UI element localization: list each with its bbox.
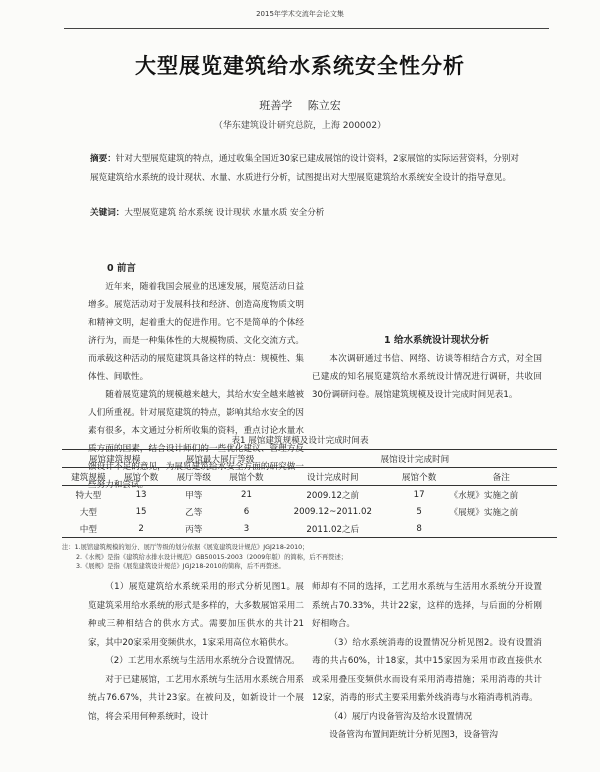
table-row	[62, 503, 557, 520]
table-column-header: 建筑规模	[71, 472, 106, 483]
paragraph: 设备管沟布置间距统计分析见图3，设备管沟	[329, 730, 498, 740]
paragraph: （1）展览建筑给水系统采用的形式分析见图1。展览建筑采用给水系统的形式是多样的，大多数展馆采用二种或三种相结合的供水方式。需要加压供水的共计21家，其中20家采用变频供水，1家采用高位水箱供水。	[88, 582, 304, 648]
table-cell: 8	[416, 523, 422, 534]
table-cell: 17	[413, 489, 425, 500]
abstract	[90, 150, 520, 188]
table-1	[62, 449, 557, 538]
column-right-lower	[312, 578, 542, 745]
table-group-header: 展馆设计完成时间	[273, 450, 557, 468]
table-cell: 乙等	[185, 507, 203, 518]
table-cell: 2009.12~2011.02	[293, 506, 372, 517]
section-1-heading: 1 给水系统设计现状分析	[384, 335, 489, 346]
table-cell: 《展规》实施之前	[449, 507, 519, 518]
table-column-header: 展馆个数	[229, 472, 264, 483]
authors	[0, 97, 600, 113]
table-group-header: 展馆最大展厅等级	[167, 450, 272, 468]
table-cell: 特大型	[75, 490, 102, 501]
table-cell: 2011.02之后	[306, 524, 360, 535]
author-1: 班善学	[259, 99, 293, 112]
table-column-header: 展厅等级	[176, 472, 211, 483]
table-cell: 21	[240, 489, 252, 500]
paragraph: 师却有不同的选择，工艺用水系统与生活用水系统分开设置系统占70.33%，共计22家，这样的选择，与后面的分析刚好相吻合。	[312, 582, 542, 629]
table-cell: 5	[416, 506, 422, 517]
table-cell: 2009.12之前	[306, 490, 360, 501]
section-0-heading: 0 前言	[107, 263, 136, 274]
keywords-text: 大型展览建筑 给水系统 设计现状 水量水质 安全分析	[124, 208, 325, 218]
paragraph: 随着展览建筑的规模越来越大，其给水安全越来越被人们所重视。针对展览建筑的特点，影响其给水安全的因素有很多，本文通过分析所收集的资料，重点讨论水量水质方面的因素，结合设计师们的一些优化建议、管理方反馈设计不足的意见，为展览建筑给水安全方面的研究做一些努力和尝试。	[88, 390, 304, 490]
table-cell	[445, 520, 557, 538]
table-cell: 大型	[79, 507, 97, 518]
table-column-header: 展馆个数	[123, 472, 159, 483]
paragraph: 近年来，随着我国会展业的迅速发展，展览活动日益增多。展览活动对于发展科技和经济、创造高度物质文明和精神文明，起着重大的促进作用。它不是简单的个体经济行为，而是一种集体性的大规模物质、文化交流方式。而承载这种活动的展览建筑具备这样的特点：规模性、集体性、间歇性。	[88, 282, 304, 382]
paragraph: （4）展厅内设备管沟及给水设置情况	[329, 711, 473, 722]
affiliation: （华东建筑设计研究总院，上海 200002）	[213, 121, 387, 131]
paragraph: 本次调研通过书信、网络、访谈等相结合方式，对全国已建成的知名展览建筑给水系统设计情况进行调研，共收回30份调研问卷。展馆建筑规模及设计完成时间见表1。	[312, 354, 542, 400]
paragraph: 对于已建展馆，工艺用水系统与生活用水系统合用系统占76.67%，共计23家。在被问及，如新设计一个展馆，将会采用何种系统时，设计	[88, 674, 304, 722]
header-rule	[64, 28, 549, 29]
table-caption: 表1 展馆建筑规模及设计完成时间表	[231, 436, 369, 446]
table-row	[62, 486, 557, 504]
author-2: 陈立宏	[307, 99, 341, 112]
table-group-header: 展馆建筑规模	[62, 450, 167, 468]
paragraph: （3）给水系统消毒的设置情况分析见图2。设有设置消毒的共占60%，计18家，其中15家因为采用市政直接供水或采用叠压变频供水而设有采用消毒措施；采用消毒的共计12家，消毒的形式主要采用紫外线消毒与水箱消毒机消毒。	[312, 637, 542, 703]
table-column-header: 设计完成时间	[307, 472, 359, 483]
table-note: 注：1.展馆建筑规模的划分、展厅等级的划分依据《展览建筑设计规范》JGJ218-2010；	[62, 544, 309, 551]
column-right-upper	[312, 240, 542, 404]
table-note: 3.《展规》是指《展览建筑设计规范》JGJ218-2010的简称，后不再赘述。	[76, 563, 285, 570]
table-cell: 3	[243, 523, 250, 534]
table-column-header: 展馆个数	[401, 472, 437, 483]
table-row	[62, 520, 557, 538]
paragraph: （2）工艺用水系统与生活用水系统分合设置情况。	[105, 656, 300, 666]
table-cell: 15	[135, 506, 147, 517]
table-cell: 《水规》实施之前	[449, 490, 519, 501]
table-column-header: 备注	[492, 472, 510, 483]
table-notes	[62, 543, 557, 572]
table-cell: 13	[135, 489, 147, 500]
keywords-label: 关键词：	[90, 208, 125, 218]
keywords	[90, 206, 520, 220]
running-header: 2015年学术交流年会论文集	[256, 10, 344, 18]
paper-title: 大型展览建筑给水系统安全性分析	[135, 54, 465, 78]
table-cell: 6	[243, 506, 250, 517]
abstract-label: 摘要：	[90, 154, 116, 164]
table-cell: 甲等	[185, 490, 203, 501]
column-left-lower	[88, 578, 304, 726]
abstract-text: 针对大型展览建筑的特点，通过收集全国近30家已建成展馆的设计资料，2家展馆的实际运营资料，分别对展览建筑给水系统的设计现状、水量、水质进行分析，试图提出对大型展览建筑给水系统安全设计的指导意见。	[90, 154, 519, 183]
table-cell: 中型	[79, 524, 97, 535]
table-cell: 丙等	[185, 524, 203, 535]
table-note: 2.《水规》是指《建筑给水排水设计规范》GB50015-2003（2009年版）的简称，后不再赘述；	[76, 553, 348, 561]
table-cell: 2	[138, 523, 144, 534]
